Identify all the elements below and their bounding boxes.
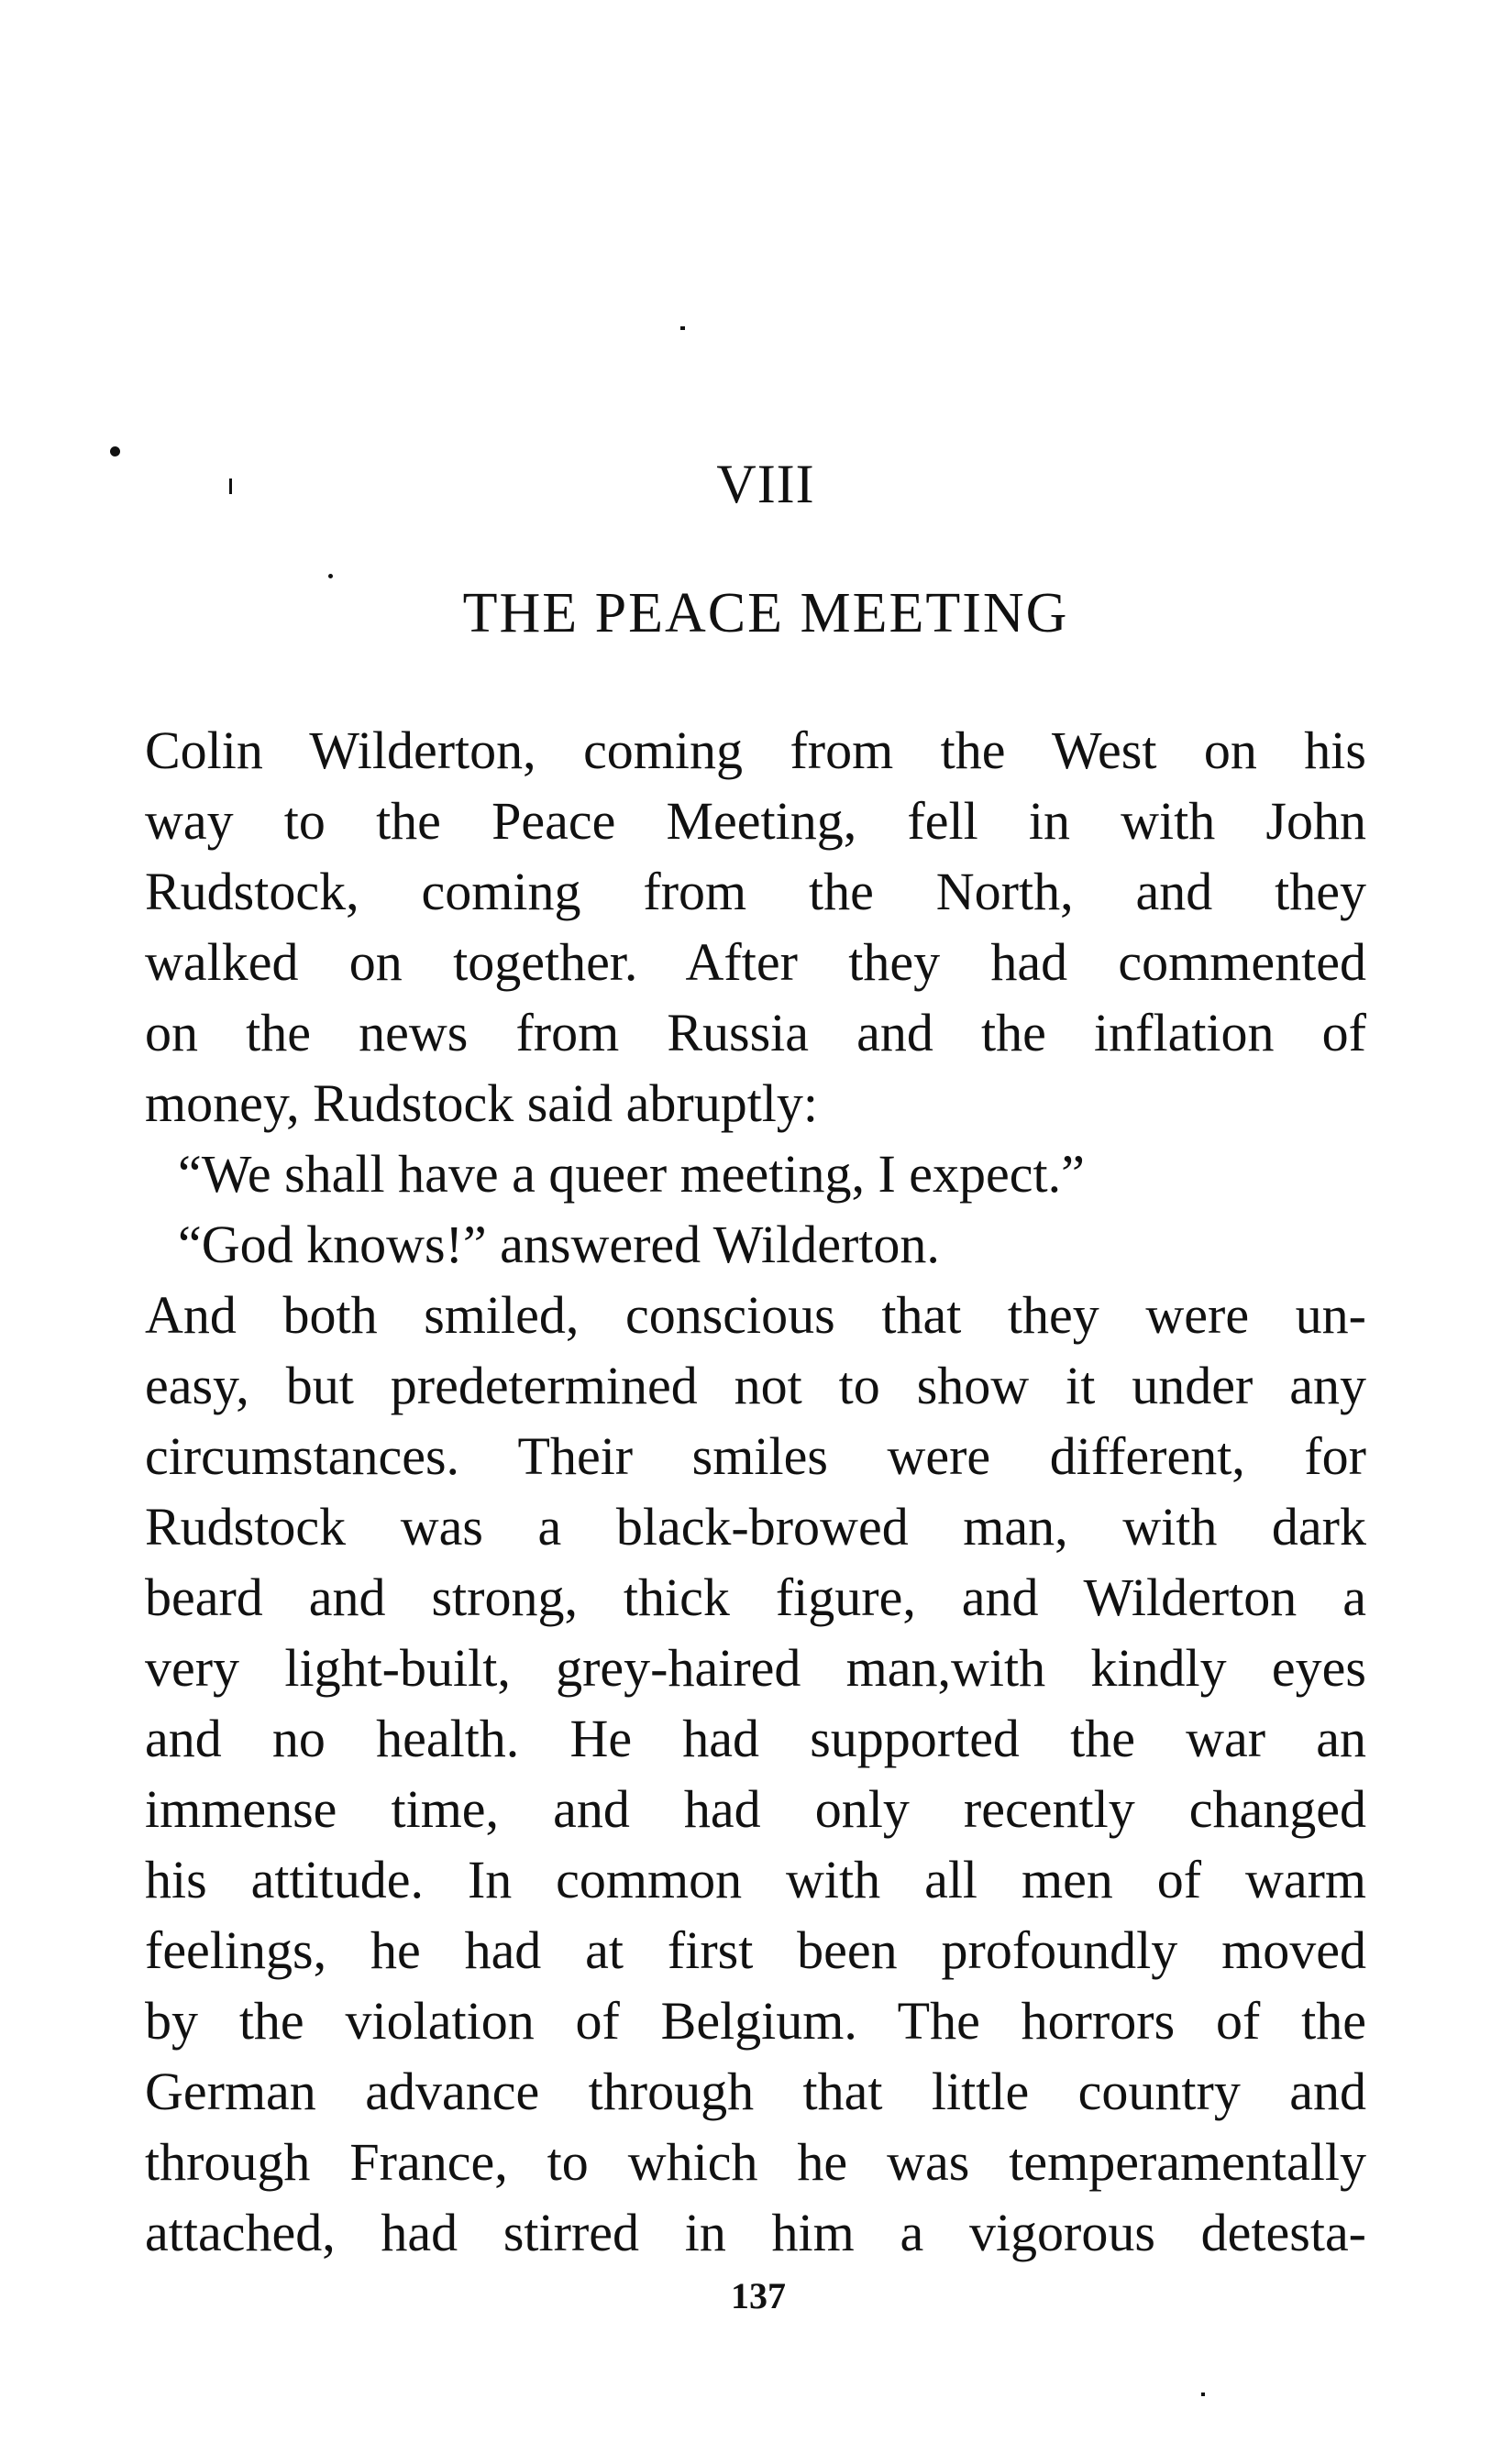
body-text xyxy=(145,715,1366,2268)
text-line: “We shall have a queer meeting, I expect.” xyxy=(178,1144,1085,1204)
text-line: walked on together. After they had commented xyxy=(145,932,1366,992)
text-line: easy, but predetermined not to show it under any xyxy=(145,1356,1366,1415)
text-line: German advance through that little country and xyxy=(145,2062,1366,2121)
page-number: 137 xyxy=(731,2275,786,2316)
scan-speck xyxy=(110,446,120,456)
text-line: and no health. He had supported the war an xyxy=(145,1709,1366,1768)
text-line: on the news from Russia and the inflation of xyxy=(145,1003,1366,1062)
text-line: through France, to which he was temperamentally xyxy=(145,2132,1366,2192)
text-line: Rudstock, coming from the North, and they xyxy=(145,862,1366,921)
scan-speck xyxy=(680,326,685,330)
text-line: And both smiled, conscious that they were un- xyxy=(145,1285,1366,1345)
scan-speck xyxy=(1201,2392,1205,2396)
text-line: feelings, he had at first been profoundly moved xyxy=(145,1920,1366,1980)
text-line: very light-built, grey-haired man,with kindly eyes xyxy=(145,1638,1366,1698)
text-line: immense time, and had only recently changed xyxy=(145,1779,1366,1839)
chapter-title: THE PEACE MEETING xyxy=(462,582,1069,644)
chapter-number: VIII xyxy=(716,454,815,514)
text-line: Rudstock was a black-browed man, with dark xyxy=(145,1497,1366,1556)
text-line: circumstances. Their smiles were different, for xyxy=(145,1426,1366,1486)
scan-speck xyxy=(328,574,333,578)
text-line: money, Rudstock said abruptly: xyxy=(145,1073,819,1133)
text-line: Colin Wilderton, coming from the West on his xyxy=(145,720,1366,780)
text-line: attached, had stirred in him a vigorous detesta- xyxy=(145,2203,1366,2262)
text-line: beard and strong, thick figure, and Wilderton a xyxy=(145,1568,1366,1627)
text-line: way to the Peace Meeting, fell in with John xyxy=(145,791,1366,851)
text-line: his attitude. In common with all men of warm xyxy=(145,1850,1366,1909)
text-line: “God knows!” answered Wilderton. xyxy=(178,1215,940,1274)
text-line: by the violation of Belgium. The horrors of the xyxy=(145,1991,1366,2051)
